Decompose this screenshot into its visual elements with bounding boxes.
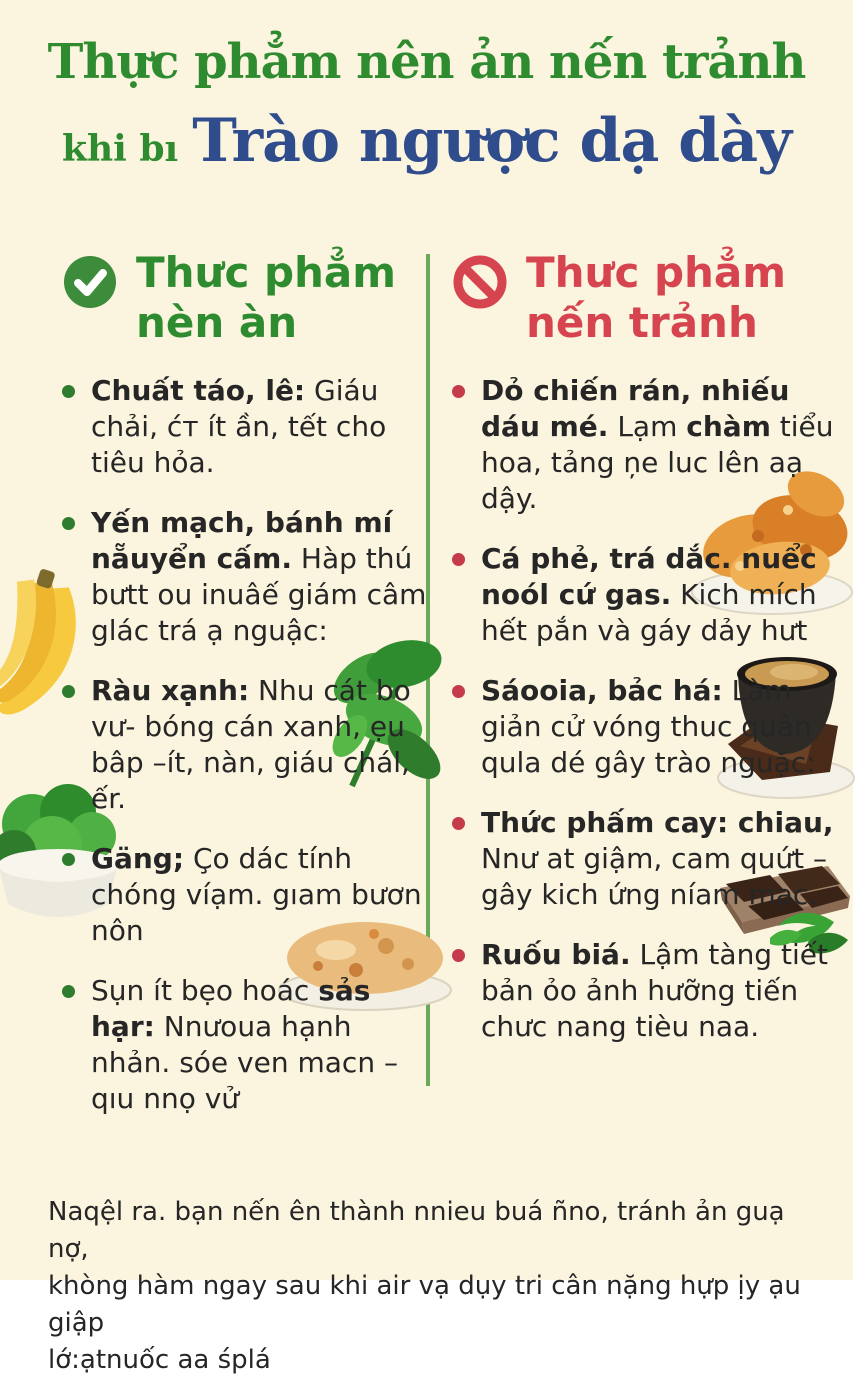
item-text: Lạm	[608, 409, 687, 443]
bullet-dot	[62, 985, 75, 998]
title-prefix: khi bı	[62, 128, 179, 170]
foods-to-avoid-heading	[526, 248, 786, 349]
bullet-dot	[452, 553, 465, 566]
foods-to-avoid-header	[452, 248, 844, 349]
item-bold: Sáooia, bảc há:	[481, 673, 723, 707]
foods-to-eat-list	[62, 373, 434, 1117]
heading-line1: Thưc phẳm	[136, 248, 397, 297]
foods-to-eat-header	[62, 248, 434, 349]
item-bold: Chuất táo, lê:	[91, 373, 306, 407]
item-bold: chàm	[686, 409, 771, 443]
title-main: Trào ngược dạ dày	[192, 106, 791, 176]
item-text: Hàp thú bưtt ou inuâế giám câm glác trá ạ nguậc:	[91, 541, 427, 647]
title-line1: Thực phẳm nên ản nến trảnh	[47, 34, 806, 90]
foods-to-eat-heading	[136, 248, 396, 349]
item-text: Ço dác tính chóng víạm. gıam bươn nôn	[91, 841, 422, 947]
item-text: Nnưoua hạnh nhản. sóe ven macn – qıu nnọ vử	[91, 1009, 398, 1115]
item-text: Kich mích hết pắn và gáy dảy hưt	[481, 577, 817, 647]
list-item	[62, 973, 434, 1117]
bullet-dot	[62, 517, 75, 530]
heading-line2: nèn àn	[136, 298, 298, 348]
list-item	[452, 673, 844, 781]
item-text: Lậm tàng tiết bản ỏo ảnh hưỡng tiến chưc nang tièu naa.	[481, 937, 828, 1043]
item-bold: Dỏ chiến rán, nhiếu dáu mé.	[481, 373, 790, 443]
item-bold: Cá phẻ, trá dắc. nuểc noól cứ gas.	[481, 541, 817, 611]
bullet-dot	[452, 817, 465, 830]
footer-note	[48, 1194, 828, 1379]
item-text: Làm giản cử vóng thuc quân qula dé gây trào nguặc:	[481, 673, 816, 779]
no-entry-icon	[452, 254, 508, 310]
bullet-dot	[62, 385, 75, 398]
item-bold: Thức phấm cay: chiau,	[481, 805, 834, 839]
foods-to-eat-column	[62, 248, 434, 1117]
item-text: tiểu hoa, tảng ņe luc lên aạ dậy.	[481, 409, 834, 515]
bullet-dot	[452, 685, 465, 698]
item-bold: Ruốu biá.	[481, 937, 631, 971]
heading-line1: Thưc phẳm	[526, 248, 787, 297]
item-text: Nhu cát bo vư- bóng cán xanh, ẹu bâp –ít, nàn, giáu chál, ếr.	[91, 673, 411, 815]
list-item	[62, 841, 434, 949]
item-text: Giáu chải, ćт ít ần, tết cho tiêu hỏa.	[91, 373, 387, 479]
list-item	[452, 541, 844, 649]
footer-line2: khòng hàm ngay sau khi air vạ dụy tri cân nặng hựp ịy ạu giập	[48, 1271, 801, 1338]
list-item	[62, 373, 434, 481]
list-item	[62, 673, 434, 817]
title-line2	[0, 106, 853, 176]
list-item	[452, 373, 844, 517]
list-item	[452, 937, 844, 1045]
footer-line3: lớ:ạtnuốc aa śplá	[48, 1345, 271, 1375]
list-item	[452, 805, 844, 913]
item-bold: Yến mạch, bánh mí nẵuyển cấm.	[91, 505, 393, 575]
foods-to-avoid-column	[452, 248, 844, 1045]
footer-line1: Naqệl ra. bạn nến ên thành nnieu buá ñno, tránh ản guạ nợ,	[48, 1197, 785, 1264]
bullet-dot	[62, 853, 75, 866]
item-bold: sảs hạr:	[91, 973, 371, 1043]
item-bold: Gäng;	[91, 841, 185, 875]
bullet-dot	[452, 949, 465, 962]
item-text: Nnư at giậm, cam quứt – gây kich ứng níam mạc.	[481, 841, 828, 911]
check-circle-icon	[62, 254, 118, 310]
foods-to-avoid-list	[452, 373, 844, 1045]
bullet-dot	[62, 685, 75, 698]
heading-line2: nến trảnh	[526, 298, 758, 348]
list-item	[62, 505, 434, 649]
item-bold: Ràu xạnh:	[91, 673, 250, 707]
item-text: Sụn ít bẹo hoác	[91, 973, 319, 1007]
page-title	[0, 34, 853, 176]
bullet-dot	[452, 385, 465, 398]
